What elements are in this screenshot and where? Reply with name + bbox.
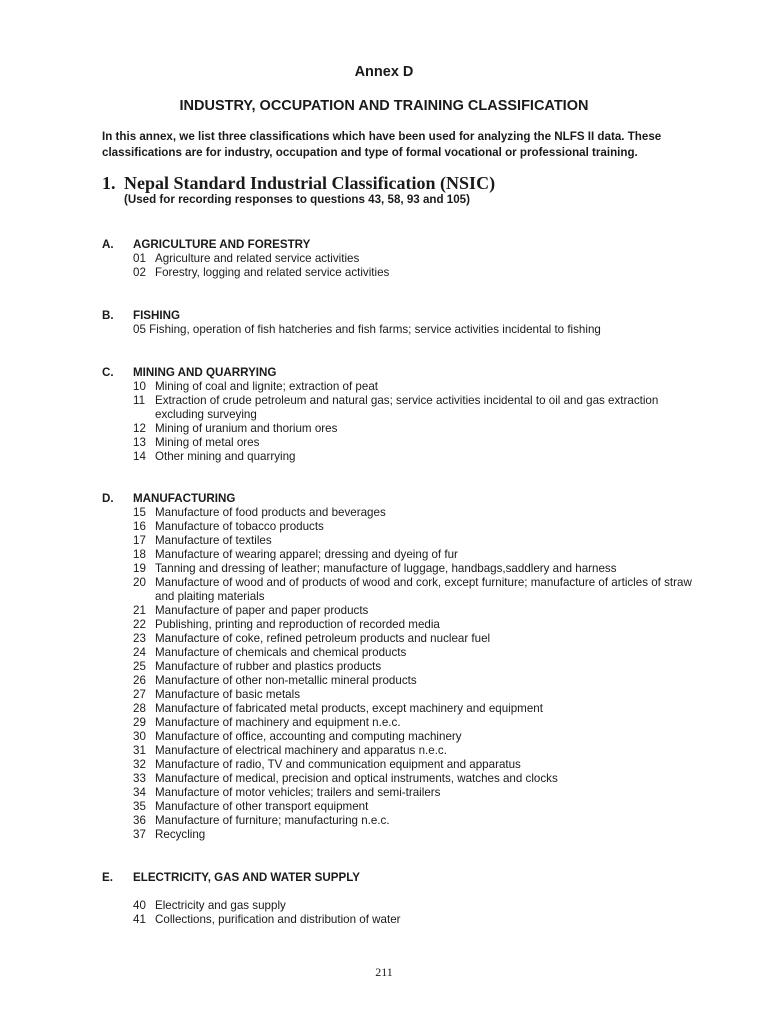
section-title: Nepal Standard Industrial Classification (NSIC) bbox=[124, 173, 496, 193]
group-letter: B. bbox=[102, 309, 114, 322]
item-code: 22 bbox=[133, 618, 146, 631]
item-label: Manufacture of wood and of products of wood and cork, except furniture; manufacture of articles of straw and plaiting materials bbox=[155, 576, 692, 603]
item-code: 21 bbox=[133, 604, 146, 617]
item-code: 32 bbox=[133, 758, 146, 771]
list-item bbox=[133, 786, 702, 800]
list-item: 05 Fishing, operation of fish hatcheries and fish farms; service activities incidental to fishing bbox=[133, 323, 601, 336]
list-item bbox=[133, 506, 702, 520]
item-code: 33 bbox=[133, 772, 146, 785]
item-code: 17 bbox=[133, 534, 146, 547]
item-code: 11 bbox=[133, 394, 146, 407]
item-code: 36 bbox=[133, 814, 146, 827]
item-label: Manufacture of wearing apparel; dressing and dyeing of fur bbox=[155, 548, 458, 561]
item-label: Manufacture of furniture; manufacturing n.e.c. bbox=[155, 814, 390, 827]
item-label: Forestry, logging and related service activities bbox=[155, 266, 390, 279]
section-number: 1. bbox=[102, 173, 116, 193]
item-label: Manufacture of electrical machinery and apparatus n.e.c. bbox=[155, 744, 447, 757]
item-code: 40 bbox=[133, 899, 146, 912]
group-heading bbox=[102, 492, 702, 506]
list-item bbox=[133, 814, 702, 828]
list-item bbox=[133, 646, 702, 660]
item-code: 27 bbox=[133, 688, 146, 701]
item-code: 16 bbox=[133, 520, 146, 533]
list-item bbox=[133, 266, 702, 280]
group-heading bbox=[102, 366, 702, 380]
item-label: Mining of coal and lignite; extraction of peat bbox=[155, 380, 378, 393]
item-code: 35 bbox=[133, 800, 146, 813]
item-label: Manufacture of medical, precision and optical instruments, watches and clocks bbox=[155, 772, 558, 785]
list-item bbox=[133, 422, 702, 436]
group-fishing bbox=[102, 309, 702, 337]
page-title: INDUSTRY, OCCUPATION AND TRAINING CLASSIFICATION bbox=[179, 98, 589, 114]
item-label: Manufacture of other non-metallic mineral products bbox=[155, 674, 417, 687]
group-manufacturing bbox=[102, 492, 702, 842]
item-code: 24 bbox=[133, 646, 146, 659]
item-code: 19 bbox=[133, 562, 146, 575]
list-item bbox=[133, 436, 702, 450]
group-heading bbox=[102, 871, 702, 885]
item-code: 23 bbox=[133, 632, 146, 645]
item-code: 30 bbox=[133, 730, 146, 743]
item-label: Manufacture of radio, TV and communication equipment and apparatus bbox=[155, 758, 521, 771]
item-code: 29 bbox=[133, 716, 146, 729]
group-electricity bbox=[102, 871, 702, 927]
item-label: Publishing, printing and reproduction of recorded media bbox=[155, 618, 440, 631]
item-code: 37 bbox=[133, 828, 146, 841]
page-number: 211 bbox=[375, 965, 393, 979]
section-subtitle: (Used for recording responses to questions 43, 58, 93 and 105) bbox=[124, 193, 470, 206]
list-item bbox=[133, 716, 702, 730]
group-heading bbox=[102, 238, 702, 252]
list-item bbox=[133, 632, 702, 646]
item-label: Manufacture of basic metals bbox=[155, 688, 300, 701]
item-code: 13 bbox=[133, 436, 146, 449]
item-label: Recycling bbox=[155, 828, 206, 841]
item-label: Extraction of crude petroleum and natural gas; service activities incidental to oil and gas extraction excluding surveying bbox=[155, 394, 659, 421]
group-letter: C. bbox=[102, 366, 114, 379]
item-code: 02 bbox=[133, 266, 146, 279]
list-item bbox=[133, 380, 702, 394]
group-name: ELECTRICITY, GAS AND WATER SUPPLY bbox=[133, 871, 360, 884]
list-item bbox=[133, 800, 702, 814]
list-item bbox=[133, 604, 702, 618]
item-code: 15 bbox=[133, 506, 146, 519]
list-item bbox=[133, 394, 702, 422]
list-item bbox=[133, 618, 702, 632]
item-label: Collections, purification and distribution of water bbox=[155, 913, 401, 926]
item-code: 01 bbox=[133, 252, 146, 265]
item-code: 34 bbox=[133, 786, 146, 799]
item-label: Electricity and gas supply bbox=[155, 899, 286, 912]
list-item bbox=[133, 520, 702, 534]
group-heading bbox=[102, 309, 702, 323]
item-label: Manufacture of paper and paper products bbox=[155, 604, 369, 617]
list-item bbox=[133, 744, 702, 758]
group-mining bbox=[102, 366, 702, 464]
list-item bbox=[133, 534, 702, 548]
item-label: Manufacture of other transport equipment bbox=[155, 800, 369, 813]
item-label: Manufacture of food products and beverages bbox=[155, 506, 386, 519]
group-letter: D. bbox=[102, 492, 114, 505]
item-code: 25 bbox=[133, 660, 146, 673]
item-code: 18 bbox=[133, 548, 146, 561]
item-code: 12 bbox=[133, 422, 146, 435]
item-code: 26 bbox=[133, 674, 146, 687]
group-name: MINING AND QUARRYING bbox=[133, 366, 277, 379]
list-item bbox=[133, 576, 702, 604]
list-item bbox=[133, 660, 702, 674]
item-label: Manufacture of motor vehicles; trailers and semi-trailers bbox=[155, 786, 441, 799]
item-label: Manufacture of textiles bbox=[155, 534, 272, 547]
list-item bbox=[133, 758, 702, 772]
list-item bbox=[133, 688, 702, 702]
item-code: 14 bbox=[133, 450, 146, 463]
group-name: MANUFACTURING bbox=[133, 492, 236, 505]
list-item bbox=[133, 562, 702, 576]
group-letter: E. bbox=[102, 871, 113, 884]
group-name: AGRICULTURE AND FORESTRY bbox=[133, 238, 311, 251]
item-label: Manufacture of tobacco products bbox=[155, 520, 324, 533]
list-item bbox=[133, 828, 702, 842]
list-item bbox=[133, 450, 702, 464]
list-item bbox=[133, 702, 702, 716]
group-letter: A. bbox=[102, 238, 114, 251]
item-label: Mining of metal ores bbox=[155, 436, 260, 449]
list-item bbox=[133, 913, 702, 927]
item-label: Manufacture of chemicals and chemical products bbox=[155, 646, 407, 659]
list-item bbox=[133, 548, 702, 562]
list-item bbox=[133, 674, 702, 688]
section-heading bbox=[102, 173, 495, 194]
intro-paragraph: In this annex, we list three classifications which have been used for analyzing the NLFS II data. These classifications are for industry, occupation and type of formal vocational or professional training. bbox=[102, 130, 662, 159]
item-code: 10 bbox=[133, 380, 146, 393]
item-code: 41 bbox=[133, 913, 146, 926]
annex-label: Annex D bbox=[354, 64, 414, 80]
item-label: Agriculture and related service activities bbox=[155, 252, 360, 265]
item-code: 20 bbox=[133, 576, 146, 589]
group-name: FISHING bbox=[133, 309, 181, 322]
item-code: 31 bbox=[133, 744, 146, 757]
item-label: Mining of uranium and thorium ores bbox=[155, 422, 338, 435]
item-label: Manufacture of office, accounting and computing machinery bbox=[155, 730, 462, 743]
list-item bbox=[133, 252, 702, 266]
item-label: Manufacture of fabricated metal products, except machinery and equipment bbox=[155, 702, 543, 715]
group-agriculture bbox=[102, 238, 702, 280]
item-code: 28 bbox=[133, 702, 146, 715]
list-item bbox=[133, 730, 702, 744]
item-label: Manufacture of machinery and equipment n.e.c. bbox=[155, 716, 401, 729]
item-label: Manufacture of coke, refined petroleum products and nuclear fuel bbox=[155, 632, 491, 645]
item-label: Other mining and quarrying bbox=[155, 450, 296, 463]
list-item bbox=[133, 899, 702, 913]
list-item bbox=[133, 772, 702, 786]
item-label: Tanning and dressing of leather; manufacture of luggage, handbags,saddlery and harness bbox=[155, 562, 617, 575]
item-label: Manufacture of rubber and plastics products bbox=[155, 660, 382, 673]
